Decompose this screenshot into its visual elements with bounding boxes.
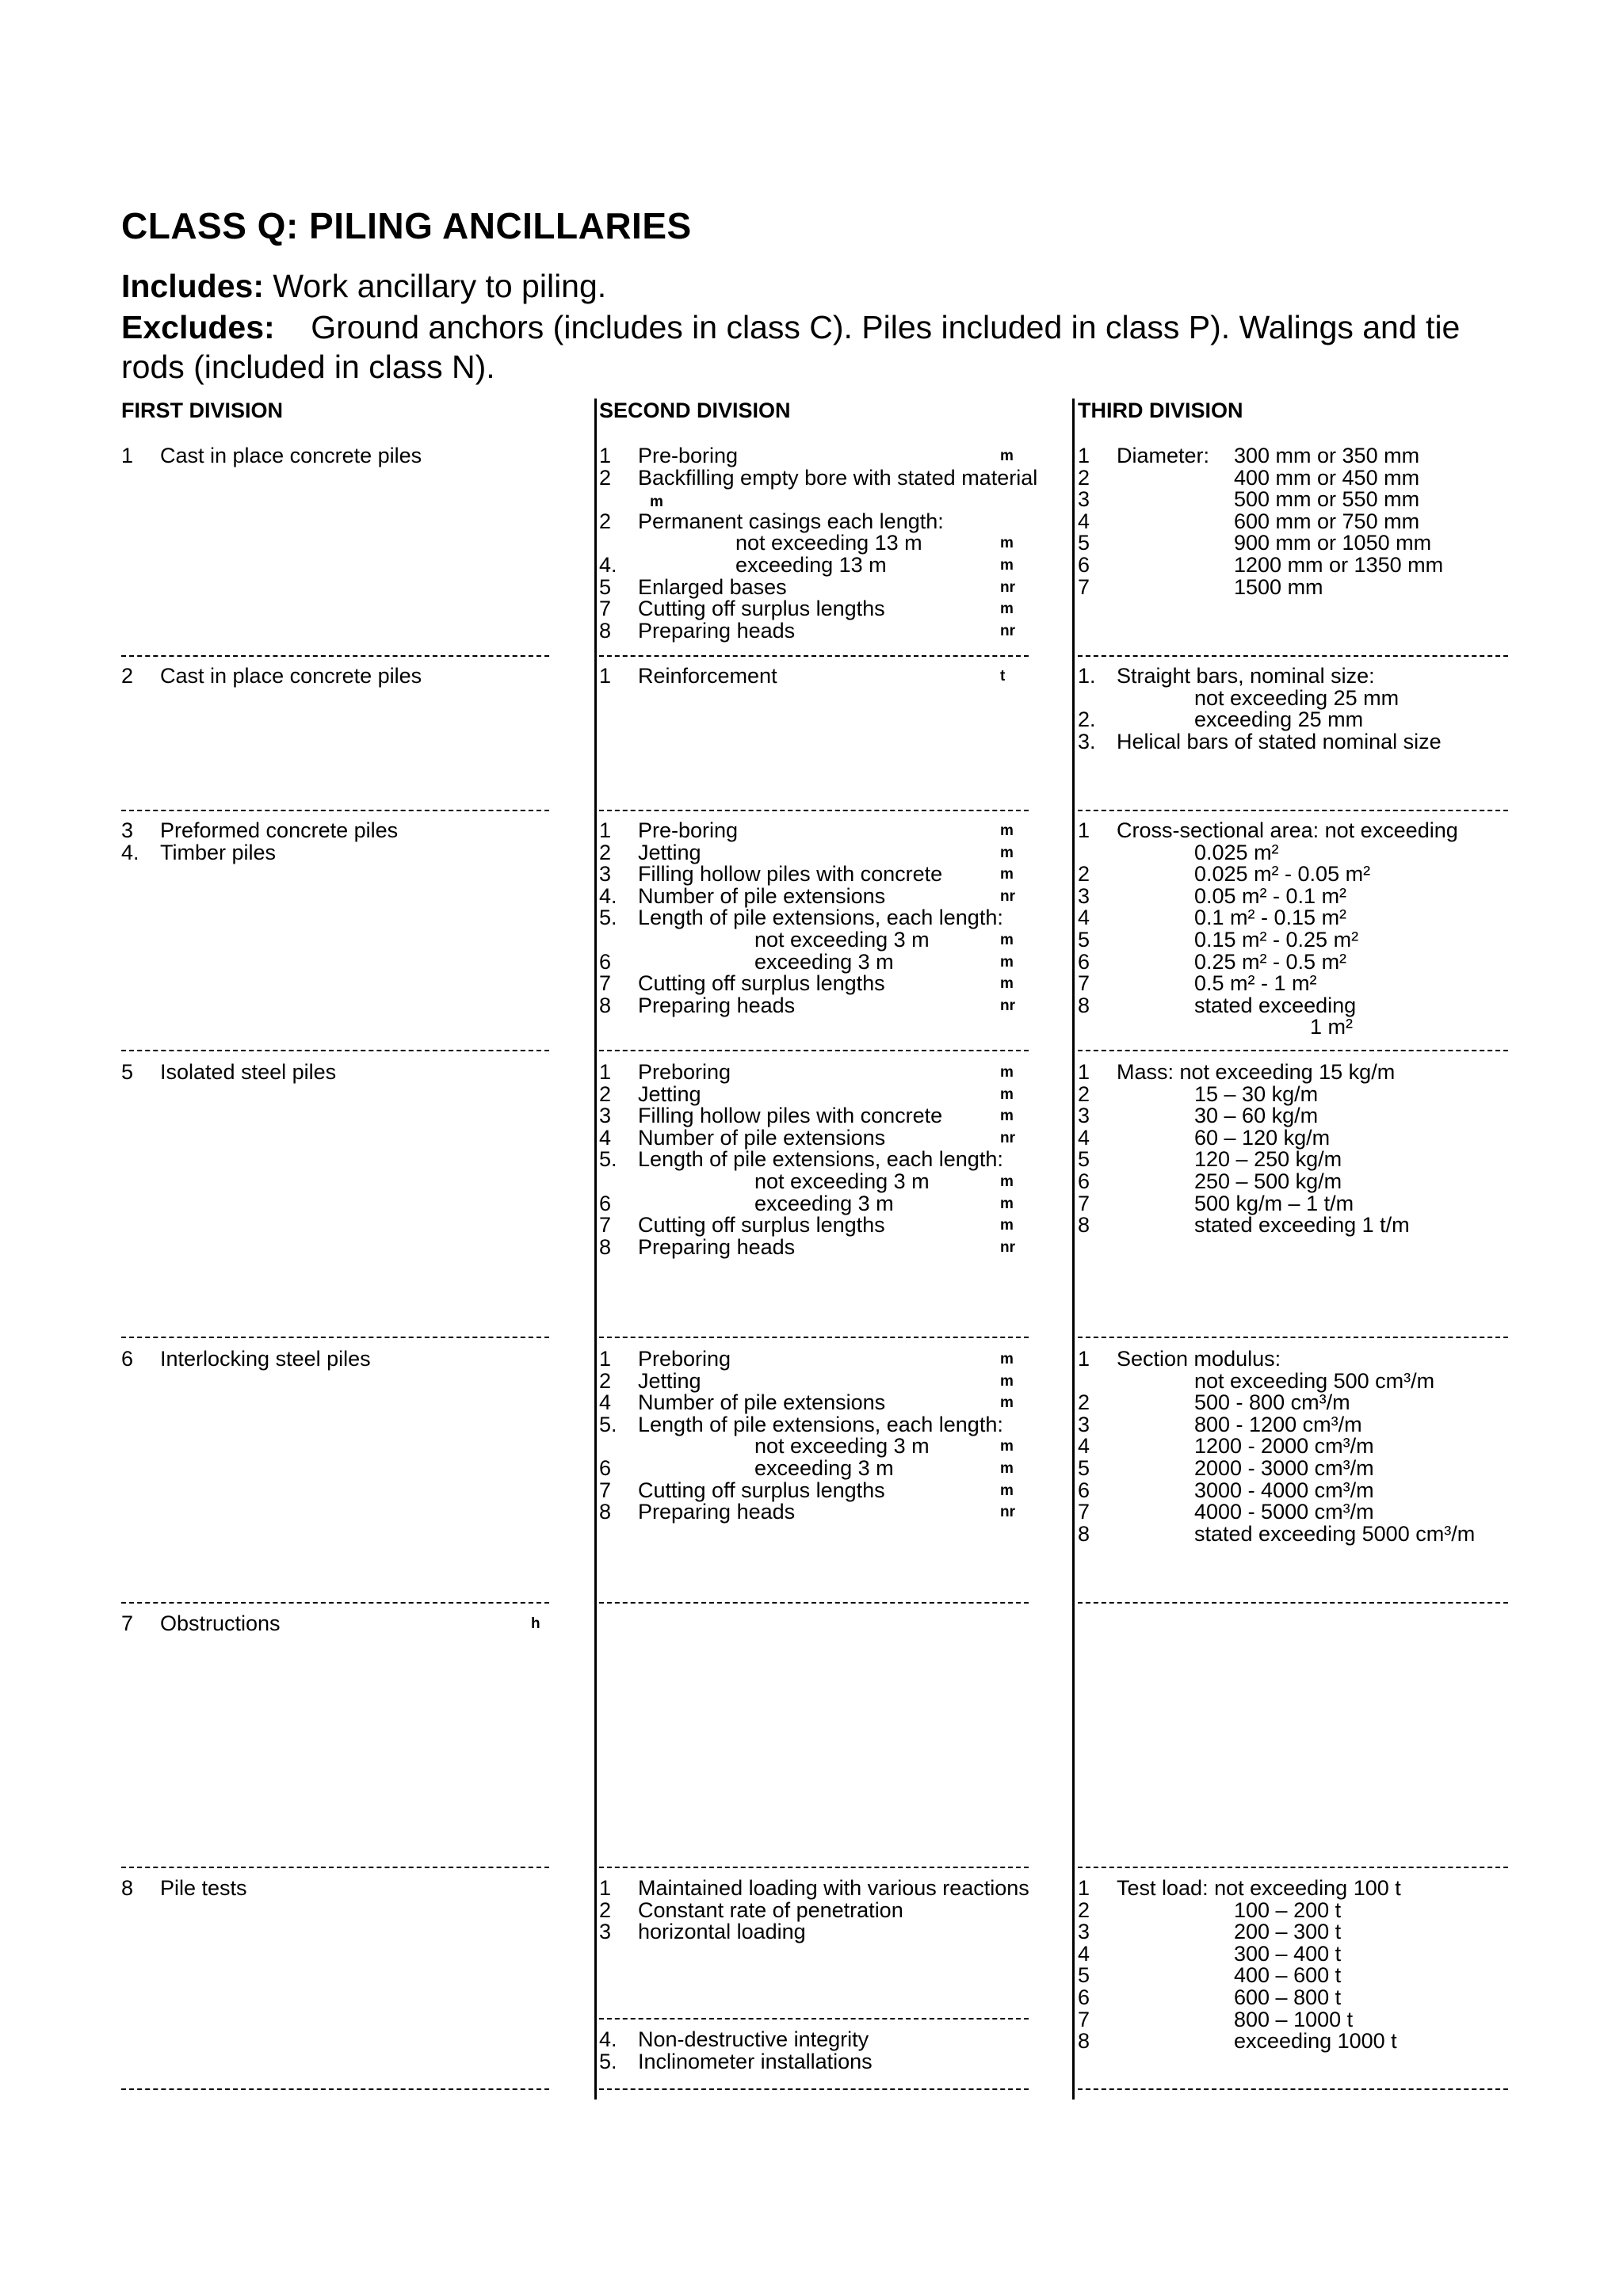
item-number: 6: [1078, 1985, 1090, 2009]
item-number: 8: [599, 618, 612, 643]
item-number: 1: [121, 444, 134, 467]
item-value: 60 – 120 kg/m: [1194, 1125, 1331, 1150]
row-separator-second: [599, 810, 1029, 811]
item-text: exceeding 3 m: [754, 1456, 894, 1480]
item-number: 8: [1078, 1213, 1090, 1238]
item-text: Pre-boring: [638, 818, 739, 842]
item-number: 8: [599, 993, 612, 1017]
item-number: 2.: [1078, 707, 1096, 732]
row-separator-third: [1078, 1337, 1508, 1338]
item-value: 0.15 m² - 0.25 m²: [1194, 928, 1359, 952]
item-number: 4.: [599, 883, 617, 908]
unit-label: m: [1000, 1173, 1014, 1190]
item-text: Preparing heads: [638, 993, 796, 1017]
row-separator-second-sub: [599, 2018, 1029, 2019]
unit-label: h: [531, 1615, 540, 1632]
unit-label: m: [1000, 1394, 1014, 1412]
item-number: 1: [1078, 1347, 1090, 1371]
item-number: 1: [599, 1060, 612, 1084]
row-separator-third: [1078, 655, 1508, 657]
item-number: 5: [599, 574, 612, 599]
row-separator-second: [599, 2088, 1029, 2090]
item-value: 1 m²: [1310, 1015, 1353, 1039]
item-text: Enlarged bases: [638, 574, 787, 599]
unit-label: m: [1000, 1460, 1014, 1477]
item-number: 1: [1078, 1876, 1090, 1900]
row-separator-first: [121, 2088, 549, 2090]
unit-label: m: [1000, 535, 1014, 552]
item-value: 1200 mm or 1350 mm: [1234, 553, 1444, 577]
item-number: 5: [1078, 928, 1090, 952]
unit-label: m: [1000, 601, 1014, 618]
unit-label: m: [1000, 448, 1014, 464]
row-separator-third: [1078, 2088, 1508, 2090]
item-number: 2: [599, 1897, 612, 1922]
item-number: 1: [1078, 818, 1090, 842]
item-value: 500 - 800 cm³/m: [1194, 1390, 1350, 1415]
item-number: 4: [1078, 509, 1090, 533]
unit-label: m: [1000, 1482, 1014, 1499]
item-text: Preboring: [638, 1347, 731, 1371]
item-number: 2: [599, 465, 612, 490]
item-text: Isolated steel piles: [160, 1060, 337, 1084]
unit-label: m: [1000, 1108, 1014, 1125]
item-number: 3: [121, 818, 134, 842]
item-text: Number of pile extensions: [638, 1390, 886, 1415]
item-text: Maintained loading with various reactions: [638, 1876, 1029, 1900]
item-text: exceeding 3 m: [754, 1191, 894, 1215]
unit-label: m: [1000, 866, 1014, 883]
item-value: 0.25 m² - 0.5 m²: [1194, 949, 1347, 974]
item-text: Preformed concrete piles: [160, 818, 399, 842]
item-value: 3000 - 4000 cm³/m: [1194, 1478, 1374, 1502]
item-value: 600 – 800 t: [1234, 1985, 1342, 2009]
row-separator-first: [121, 810, 549, 811]
unit-label: m: [1000, 1085, 1014, 1103]
item-text: Test load: not exceeding 100 t: [1117, 1876, 1401, 1900]
item-number: 1: [599, 444, 612, 467]
unit-label: nr: [1000, 622, 1015, 639]
item-number: 6: [1078, 553, 1090, 577]
item-number: 7: [1078, 2007, 1090, 2031]
item-value: not exceeding 500 cm³/m: [1194, 1368, 1435, 1393]
unit-label: m: [1000, 932, 1014, 948]
unit-label: nr: [1000, 578, 1015, 596]
item-value: 15 – 30 kg/m: [1194, 1081, 1319, 1106]
item-number: 8: [1078, 993, 1090, 1017]
item-text: Inclinometer installations: [638, 2049, 873, 2073]
item-value: stated exceeding: [1194, 993, 1357, 1017]
item-text: Cast in place concrete piles: [160, 664, 422, 688]
item-number: 2: [599, 840, 612, 864]
item-value: 1500 mm: [1234, 574, 1323, 599]
column-divider-left: [594, 399, 597, 2100]
item-number: 3: [599, 862, 612, 887]
item-text: Interlocking steel piles: [160, 1347, 371, 1371]
item-value: 0.025 m² - 0.05 m²: [1194, 862, 1371, 887]
unit-label: m: [1000, 844, 1014, 861]
unit-label: nr: [1000, 887, 1015, 905]
item-number: 7: [599, 1213, 612, 1238]
item-text: Filling hollow piles with concrete: [638, 862, 943, 887]
item-number: 1: [1078, 1060, 1090, 1084]
unit-label: nr: [1000, 1129, 1015, 1146]
item-text: m: [650, 494, 663, 511]
row-separator-first: [121, 655, 549, 657]
item-value: 500 kg/m – 1 t/m: [1194, 1191, 1354, 1215]
item-number: 7: [1078, 971, 1090, 996]
item-number: 1: [599, 818, 612, 842]
item-value: stated exceeding 5000 cm³/m: [1194, 1521, 1476, 1546]
item-number: 2: [1078, 1897, 1090, 1922]
unit-label: m: [1000, 975, 1014, 993]
item-value: 4000 - 5000 cm³/m: [1194, 1500, 1374, 1524]
item-number: 6: [1078, 1478, 1090, 1502]
unit-label: m: [1000, 1351, 1014, 1367]
item-number: 2: [599, 1081, 612, 1106]
item-number: 2: [121, 664, 134, 688]
unit-label: m: [1000, 1217, 1014, 1234]
row-separator-first: [121, 1867, 549, 1868]
item-number: 8: [121, 1876, 134, 1900]
item-number: 3: [1078, 883, 1090, 908]
unit-label: t: [1000, 668, 1006, 685]
item-number: 3: [599, 1104, 612, 1128]
item-value: 0.025 m²: [1194, 840, 1279, 864]
item-number: 8: [599, 1500, 612, 1524]
item-text: Permanent casings each length:: [638, 509, 944, 533]
item-value: 400 – 600 t: [1234, 1963, 1342, 1988]
excludes-line: [121, 307, 1516, 387]
item-text: Preboring: [638, 1060, 731, 1084]
item-text: not exceeding 3 m: [754, 928, 930, 952]
column-divider-right: [1072, 399, 1075, 2100]
item-number: 6: [121, 1347, 134, 1371]
item-text: horizontal loading: [638, 1920, 806, 1944]
item-number: 6: [1078, 949, 1090, 974]
item-text: Diameter:: [1117, 444, 1210, 467]
item-number: 6: [599, 949, 612, 974]
item-text: Cutting off surplus lengths: [638, 597, 885, 621]
item-text: not exceeding 13 m: [735, 531, 922, 555]
item-text: Preparing heads: [638, 1500, 796, 1524]
unit-label: nr: [1000, 997, 1015, 1014]
item-text: Number of pile extensions: [638, 1125, 886, 1150]
item-text: Cross-sectional area: not exceeding: [1117, 818, 1458, 842]
item-text: Cutting off surplus lengths: [638, 971, 885, 996]
item-number: 3: [599, 1920, 612, 1944]
item-value: 0.5 m² - 1 m²: [1194, 971, 1317, 996]
item-number: 3: [1078, 487, 1090, 512]
item-number: 2: [599, 509, 612, 533]
item-number: 4: [1078, 906, 1090, 930]
row-separator-second: [599, 655, 1029, 657]
item-text: Section modulus:: [1117, 1347, 1281, 1371]
item-text: Length of pile extensions, each length:: [638, 906, 1003, 930]
item-number: 5.: [599, 2049, 617, 2073]
item-value: 800 – 1000 t: [1234, 2007, 1354, 2031]
item-text: Pre-boring: [638, 444, 739, 467]
unit-label: nr: [1000, 1504, 1015, 1521]
item-text: Obstructions: [160, 1611, 281, 1635]
item-number: 1: [599, 1876, 612, 1900]
row-separator-first: [121, 1602, 549, 1604]
row-separator-first: [121, 1337, 549, 1338]
item-number: 7: [121, 1611, 134, 1635]
item-number: 1: [599, 1347, 612, 1371]
unit-label: m: [1000, 1064, 1014, 1081]
item-value: 0.05 m² - 0.1 m²: [1194, 883, 1347, 908]
excludes-label: Excludes:: [121, 309, 275, 345]
item-number: 7: [1078, 574, 1090, 599]
includes-text: Work ancillary to piling.: [273, 268, 607, 304]
item-number: 5.: [599, 1412, 617, 1436]
item-number: 7: [599, 597, 612, 621]
item-text: Jetting: [638, 1368, 701, 1393]
item-number: 1: [1078, 444, 1090, 467]
item-text: Cutting off surplus lengths: [638, 1213, 885, 1238]
item-number: 6: [599, 1456, 612, 1480]
unit-label: m: [1000, 953, 1014, 971]
row-separator-second: [599, 1050, 1029, 1051]
item-value: 120 – 250 kg/m: [1194, 1147, 1342, 1172]
includes-label: Includes:: [121, 268, 264, 304]
item-number: 3.: [1078, 729, 1096, 753]
item-text: Mass: not exceeding 15 kg/m: [1117, 1060, 1396, 1084]
item-number: 8: [599, 1234, 612, 1259]
item-number: 3: [1078, 1920, 1090, 1944]
item-number: 4.: [121, 840, 139, 864]
item-number: 3: [1078, 1412, 1090, 1436]
item-text: Constant rate of penetration: [638, 1897, 903, 1922]
item-text: Cutting off surplus lengths: [638, 1478, 885, 1502]
item-value: exceeding 25 mm: [1194, 707, 1364, 732]
item-number: 4: [1078, 1434, 1090, 1459]
item-number: 4: [1078, 1125, 1090, 1150]
item-value: stated exceeding 1 t/m: [1194, 1213, 1410, 1238]
item-number: 3: [1078, 1104, 1090, 1128]
item-number: 5.: [599, 1147, 617, 1172]
item-value: not exceeding 25 mm: [1194, 685, 1400, 710]
item-number: 5: [1078, 1456, 1090, 1480]
unit-label: nr: [1000, 1238, 1015, 1256]
item-number: 2: [599, 1368, 612, 1393]
row-separator-third: [1078, 1050, 1508, 1051]
item-value: 500 mm or 550 mm: [1234, 487, 1420, 512]
item-value: exceeding 1000 t: [1234, 2029, 1397, 2054]
item-text: Preparing heads: [638, 618, 796, 643]
item-number: 4.: [599, 2027, 617, 2051]
item-number: 2: [1078, 862, 1090, 887]
row-separator-second: [599, 1602, 1029, 1604]
unit-label: m: [1000, 822, 1014, 839]
item-text: Preparing heads: [638, 1234, 796, 1259]
item-value: 250 – 500 kg/m: [1194, 1169, 1342, 1193]
item-text: Length of pile extensions, each length:: [638, 1147, 1003, 1172]
row-separator-second: [599, 1337, 1029, 1338]
item-text: Number of pile extensions: [638, 883, 886, 908]
first-division-header: FIRST DIVISION: [121, 399, 284, 422]
page-title: CLASS Q: PILING ANCILLARIES: [121, 205, 692, 246]
item-text: Non-destructive integrity: [638, 2027, 869, 2051]
item-text: Helical bars of stated nominal size: [1117, 729, 1442, 753]
includes-line: [121, 268, 606, 305]
item-value: 900 mm or 1050 mm: [1234, 531, 1432, 555]
item-text: Straight bars, nominal size:: [1117, 664, 1375, 688]
item-text: Length of pile extensions, each length:: [638, 1412, 1003, 1436]
item-text: Timber piles: [160, 840, 277, 864]
unit-label: m: [1000, 1195, 1014, 1212]
item-value: 200 – 300 t: [1234, 1920, 1342, 1944]
item-value: 100 – 200 t: [1234, 1897, 1342, 1922]
item-number: 1: [599, 664, 612, 688]
item-value: 1200 - 2000 cm³/m: [1194, 1434, 1374, 1459]
excludes-text: Ground anchors (includes in class C). Piles included in class P). Walings and tie rods (included in class N).: [121, 309, 1461, 385]
item-text: Pile tests: [160, 1876, 247, 1900]
item-number: 7: [599, 971, 612, 996]
item-value: 2000 - 3000 cm³/m: [1194, 1456, 1374, 1480]
item-text: Cast in place concrete piles: [160, 444, 422, 467]
item-number: 4.: [599, 553, 617, 577]
item-text: Jetting: [638, 1081, 701, 1106]
item-value: 30 – 60 kg/m: [1194, 1104, 1319, 1128]
item-value: 400 mm or 450 mm: [1234, 465, 1420, 490]
item-text: Backfilling empty bore with stated material: [638, 465, 1038, 490]
item-number: 6: [599, 1191, 612, 1215]
row-separator-second: [599, 1867, 1029, 1868]
item-text: exceeding 13 m: [735, 553, 887, 577]
item-number: 6: [1078, 1169, 1090, 1193]
item-number: 8: [1078, 2029, 1090, 2054]
item-number: 5: [1078, 1963, 1090, 1988]
item-text: Filling hollow piles with concrete: [638, 1104, 943, 1128]
item-number: 5: [121, 1060, 134, 1084]
item-number: 4: [599, 1390, 612, 1415]
item-value: 0.1 m² - 0.15 m²: [1194, 906, 1347, 930]
row-separator-first: [121, 1050, 549, 1051]
row-separator-third: [1078, 810, 1508, 811]
third-division-header: THIRD DIVISION: [1078, 399, 1243, 422]
item-number: 4: [599, 1125, 612, 1150]
item-value: 800 - 1200 cm³/m: [1194, 1412, 1362, 1436]
unit-label: m: [1000, 1438, 1014, 1455]
row-separator-third: [1078, 1867, 1508, 1868]
item-number: 4: [1078, 1941, 1090, 1966]
item-number: 2: [1078, 1390, 1090, 1415]
unit-label: m: [1000, 557, 1014, 574]
item-value: 300 – 400 t: [1234, 1941, 1342, 1966]
item-number: 8: [1078, 1521, 1090, 1546]
item-value: 300 mm or 350 mm: [1234, 444, 1420, 467]
item-value: 600 mm or 750 mm: [1234, 509, 1420, 533]
item-number: 5: [1078, 1147, 1090, 1172]
item-text: Reinforcement: [638, 664, 777, 688]
item-number: 2: [1078, 1081, 1090, 1106]
item-text: not exceeding 3 m: [754, 1434, 930, 1459]
item-text: not exceeding 3 m: [754, 1169, 930, 1193]
item-number: 5: [1078, 531, 1090, 555]
item-text: Jetting: [638, 840, 701, 864]
second-division-header: SECOND DIVISION: [599, 399, 791, 422]
item-number: 7: [1078, 1500, 1090, 1524]
item-number: 5.: [599, 906, 617, 930]
item-number: 7: [599, 1478, 612, 1502]
row-separator-third: [1078, 1602, 1508, 1604]
item-number: 2: [1078, 465, 1090, 490]
item-number: 1.: [1078, 664, 1096, 688]
unit-label: m: [1000, 1372, 1014, 1390]
item-text: exceeding 3 m: [754, 949, 894, 974]
item-number: 7: [1078, 1191, 1090, 1215]
